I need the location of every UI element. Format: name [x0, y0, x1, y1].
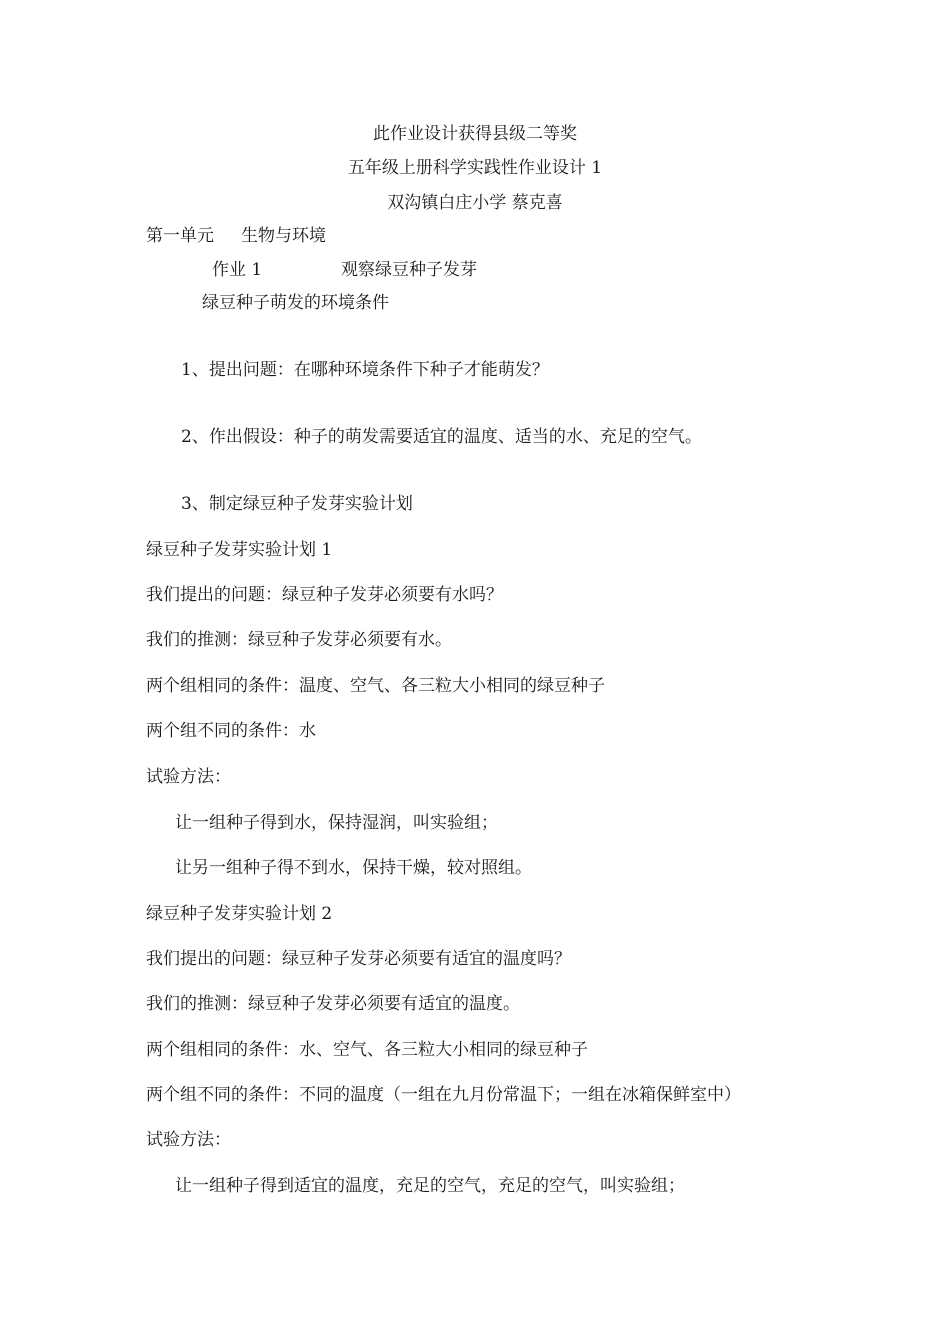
plan1-method-item: 让另一组种子得不到水，保持干燥，较对照组。	[175, 858, 532, 878]
step-plan: 3、制定绿豆种子发芽实验计划	[181, 494, 413, 514]
award-note: 此作业设计获得县级二等奖	[373, 124, 577, 144]
assignment-subtitle: 绿豆种子萌发的环境条件	[202, 293, 389, 313]
plan1-method-item: 让一组种子得到水，保持湿润，叫实验组；	[175, 813, 498, 833]
document-title: 五年级上册科学实践性作业设计 1	[347, 158, 603, 178]
unit-name: 生物与环境	[241, 226, 326, 246]
plan2-different-conditions: 两个组不同的条件：不同的温度（一组在九月份常温下；一组在冰箱保鲜室中）	[146, 1085, 741, 1105]
unit-label: 第一单元	[146, 226, 214, 246]
author-line: 双沟镇白庄小学 蔡克喜	[387, 193, 563, 213]
plan1-method-label: 试验方法：	[146, 767, 231, 787]
step-question: 1、提出问题：在哪种环境条件下种子才能萌发？	[181, 360, 549, 380]
assignment-name: 观察绿豆种子发芽	[341, 260, 477, 280]
plan2-method-label: 试验方法：	[146, 1130, 231, 1150]
plan1-guess: 我们的推测：绿豆种子发芽必须要有水。	[146, 630, 452, 650]
plan1-question: 我们提出的问题：绿豆种子发芽必须要有水吗？	[146, 585, 503, 605]
plan2-title: 绿豆种子发芽实验计划 2	[146, 904, 333, 924]
plan2-same-conditions: 两个组相同的条件：水、空气、各三粒大小相同的绿豆种子	[146, 1040, 588, 1060]
step-hypothesis: 2、作出假设：种子的萌发需要适宜的温度、适当的水、充足的空气。	[181, 427, 702, 447]
plan2-guess: 我们的推测：绿豆种子发芽必须要有适宜的温度。	[146, 994, 520, 1014]
plan1-same-conditions: 两个组相同的条件：温度、空气、各三粒大小相同的绿豆种子	[146, 676, 605, 696]
plan2-question: 我们提出的问题：绿豆种子发芽必须要有适宜的温度吗？	[146, 949, 571, 969]
assignment-label: 作业 1	[212, 260, 263, 280]
plan1-title: 绿豆种子发芽实验计划 1	[146, 540, 333, 560]
plan1-different-conditions: 两个组不同的条件：水	[146, 721, 316, 741]
plan2-method-item: 让一组种子得到适宜的温度，充足的空气，充足的空气，叫实验组；	[175, 1176, 685, 1196]
